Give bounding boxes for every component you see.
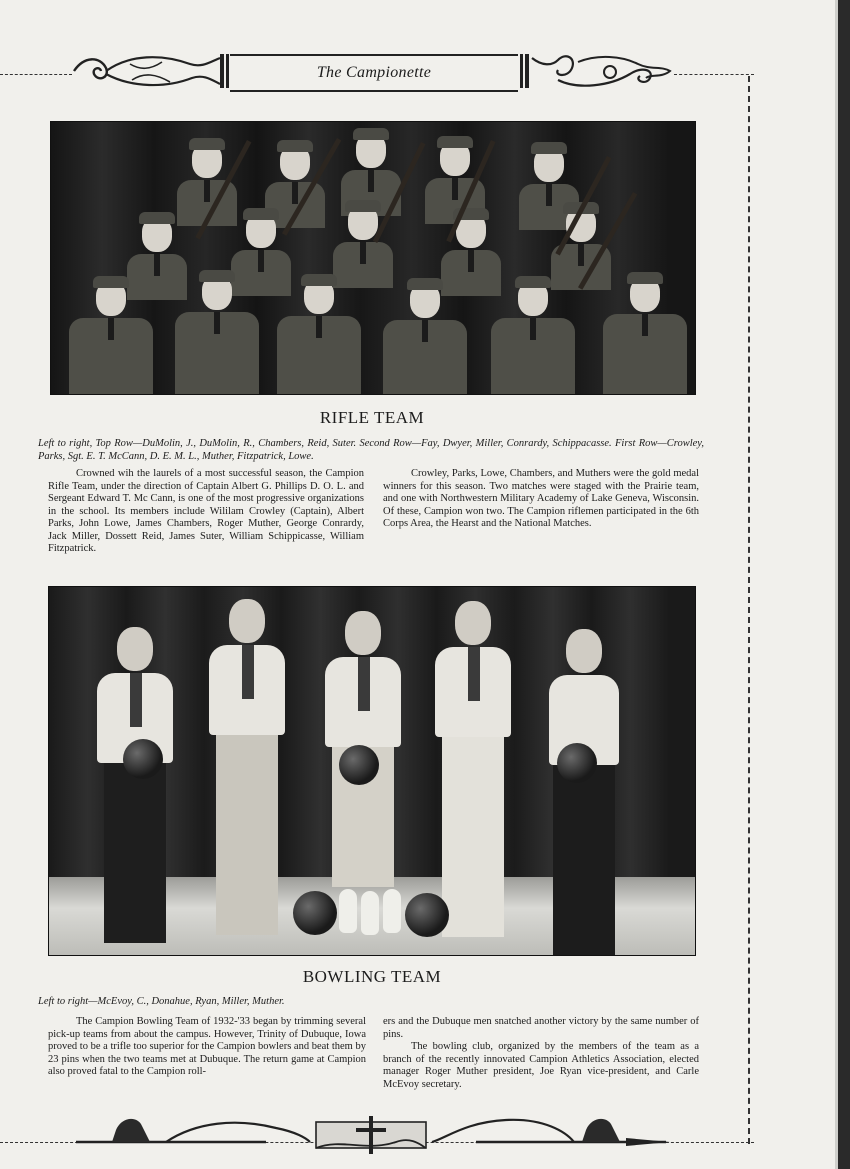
bowling-team-heading: BOWLING TEAM	[302, 967, 442, 986]
bowling-pin	[383, 889, 401, 933]
cadet-figure	[603, 278, 687, 395]
rifle-paragraph-2: Crowley, Parks, Lowe, Chambers, and Muthers were the gold medal winners for this season. Two matches were staged with the Prairie team, and one with Northwestern Military Academy of Lake Geneva, Wisconsin. Of these, Campion won two. The Campion riflemen participated in the 6th Corps Area, the Hearst and the National Matches.	[383, 468, 699, 529]
rifle-team-photo	[50, 121, 696, 395]
scroll-ornament-right-icon	[518, 50, 674, 92]
page-footer-ornament	[0, 1108, 760, 1158]
scroll-ornament-left-icon	[70, 50, 230, 92]
bowling-ball	[123, 739, 163, 779]
bowling-team-photo	[48, 586, 696, 956]
bowling-ball	[339, 745, 379, 785]
bowling-pin	[339, 889, 357, 933]
header-rule-right	[674, 74, 754, 75]
bowler-figure	[209, 599, 285, 935]
bowling-ball	[293, 891, 337, 935]
rifle-team-text-col2	[383, 468, 699, 531]
page-title: The Campionette	[230, 54, 518, 92]
emblem-ornament-icon	[66, 1108, 676, 1158]
cadet-figure	[491, 282, 575, 395]
bowling-team-caption: Left to right—McEvoy, C., Donahue, Ryan, Miller, Muther.	[38, 996, 285, 1007]
cadet-figure	[69, 282, 153, 395]
margin-rule	[748, 76, 750, 1144]
bowling-pin	[361, 891, 379, 935]
rifle-team-caption: Left to right, Top Row—DuMolin, J., DuMolin, R., Chambers, Reid, Suter. Second Row—Fay, Dwyer, Miller, Conrardy, Schippacasse. First Row—Crowley, Parks, Sgt. E. T. McCann, D. E. M. L., Muther, Fitzpatrick, Lowe.	[38, 438, 704, 462]
bowling-paragraph-2: ers and the Dubuque men snatched another victory by the same number of pins.	[383, 1016, 699, 1040]
bowling-paragraph-3: The bowling club, organized by the members of the team as a branch of the recently innovated Campion Athletics Association, elected manager Roger Muther president, Joe Ryan vice-president, and Carle McEvoy secretary.	[383, 1041, 699, 1090]
bowling-ball	[405, 893, 449, 937]
page-header	[0, 48, 760, 96]
bowling-team-text-col2	[383, 1016, 699, 1091]
cadet-figure	[383, 284, 467, 395]
bowling-ball	[557, 743, 597, 783]
bowler-figure	[435, 601, 511, 937]
cadet-figure	[175, 276, 259, 395]
rifle-team-text-col1	[48, 468, 364, 556]
page-edge	[838, 0, 850, 1169]
page-edge-light	[835, 0, 838, 1169]
bowling-team-text-col1	[48, 1016, 366, 1079]
header-rule-left	[0, 74, 72, 75]
bowling-paragraph-1: The Campion Bowling Team of 1932-'33 began by trimming several pick-up teams from about the campus. However, Trinity of Dubuque, Iowa proved to be a trifle too superior for the Campion bowlers and beat them by 23 pins when the two teams met at Dubuque. The return game at Campion also proved fatal to the Campion roll-	[48, 1016, 366, 1077]
bowler-figure	[97, 627, 173, 943]
bowler-figure	[549, 629, 619, 955]
rifle-paragraph-1: Crowned wih the laurels of a most successful season, the Campion Rifle Team, under the direction of Captain Albert G. Phillips D. O. L. and Sergeant Edward T. Mc Cann, is one of the most progressive organizations in the school. Its members include Wililam Crowley (Captain), Albert Parks, John Lowe, James Chambers, Roger Muther, George Conrardy, Jack Miller, Dossett Reid, James Suter, William Schippicasse, William Fitzpatrick.	[48, 468, 364, 554]
rifle-team-heading: RIFLE TEAM	[319, 408, 425, 427]
cadet-figure	[277, 280, 361, 395]
